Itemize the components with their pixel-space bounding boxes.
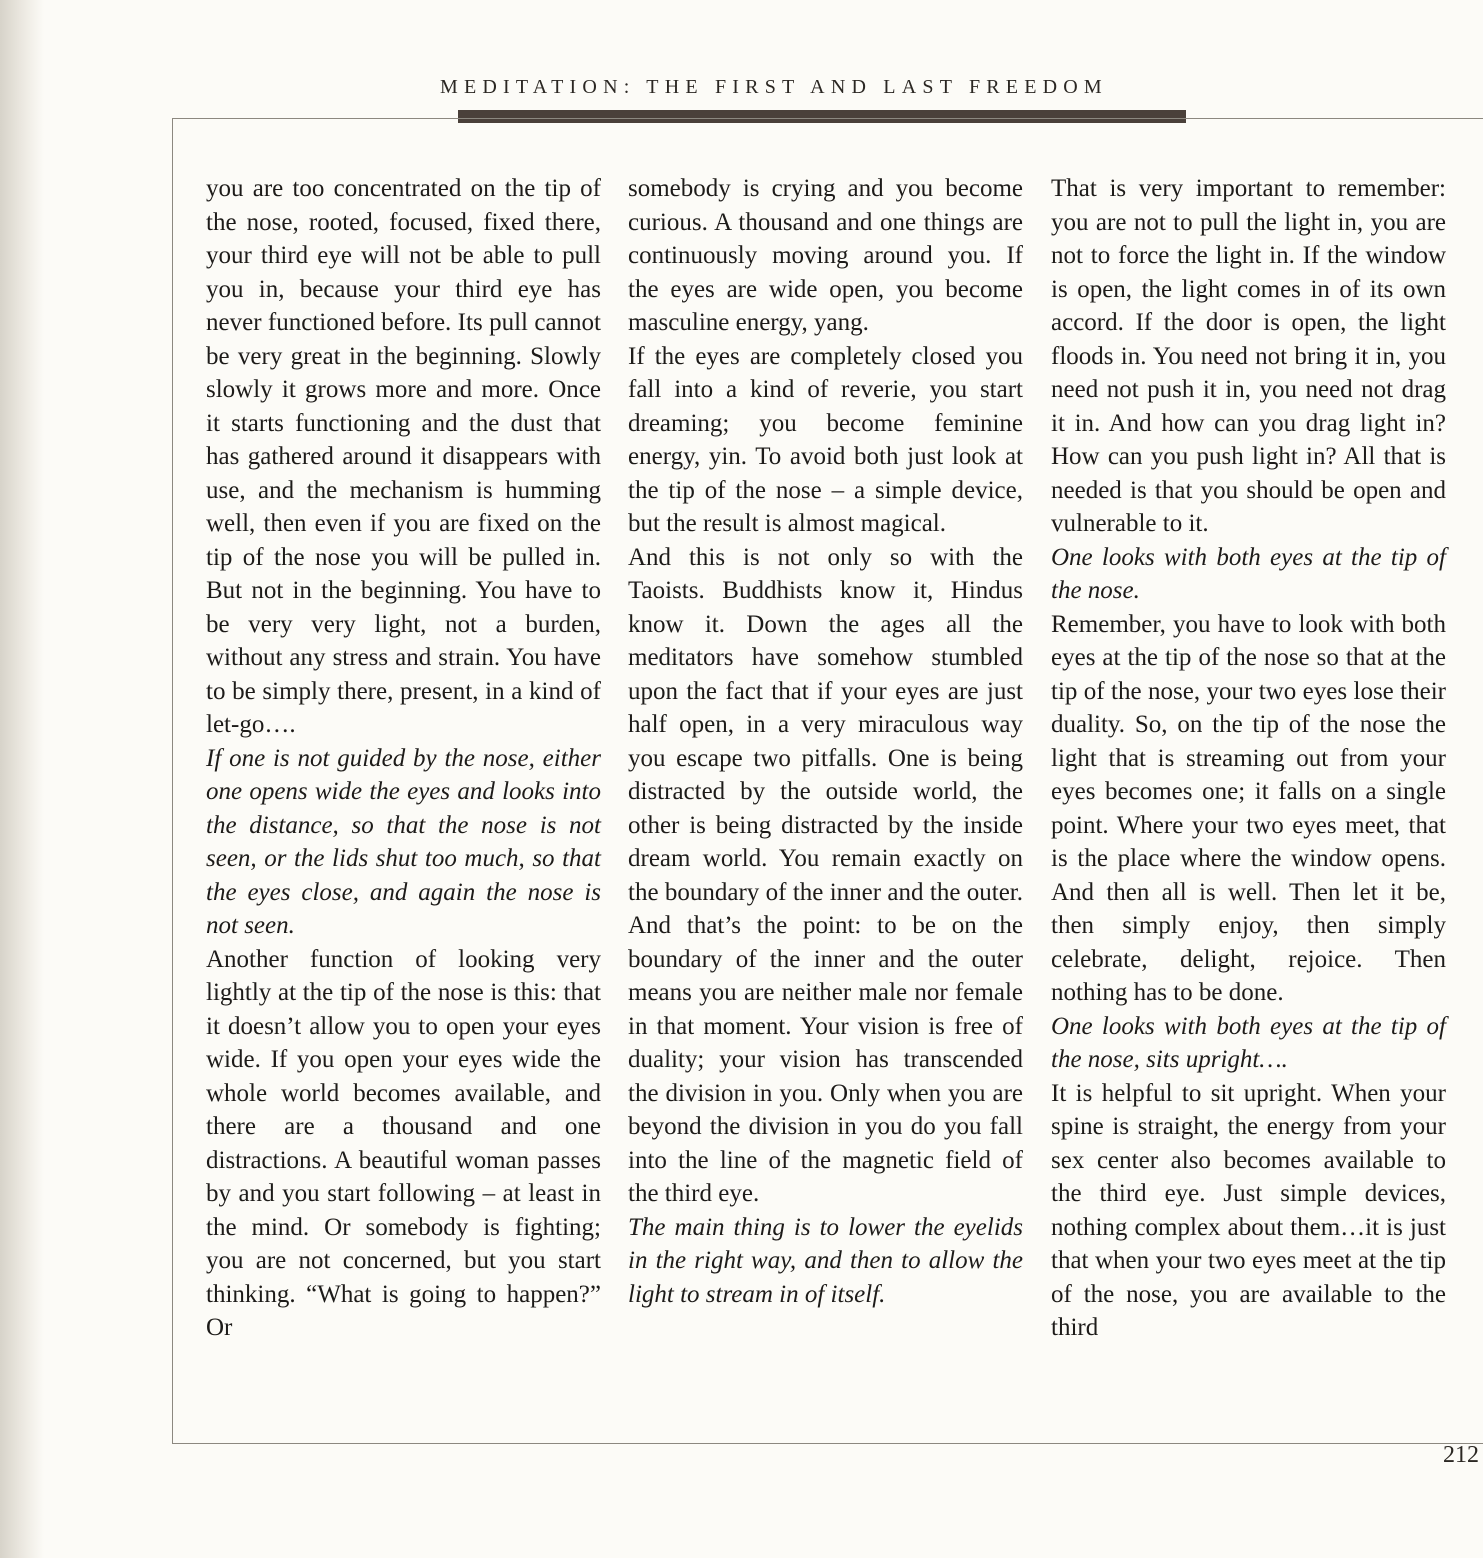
- quoted-passage: The main thing is to lower the eyelids in the right way, and then to allow the light to stream in of itself.: [628, 1213, 1023, 1308]
- paragraph: you are too concentrated on the tip of the nose, rooted, focused, fixed there, your third eye will not be able to pull you in, because your third eye has never functioned before. Its pull cannot be very great in the beginning. Slowly slowly it grows more and more. Once it starts functioning and the dust that has gathered around it disappears with use, and the mechanism is humming well, then even if you are fixed on the tip of the nose you will be pulled in. But not in the beginning. You have to be very very light, not a burden, without any stress and strain. You have to be simply there, present, in a kind of let-go….: [206, 175, 601, 738]
- paragraph: If the eyes are completely closed you fall into a kind of reverie, you start dreaming; you become feminine energy, yin. To avoid both just look at the tip of the nose – a simple device, but the result is almost magical.: [628, 342, 1023, 537]
- paragraph: Remember, you have to look with both eyes at the tip of the nose so that at the tip of the nose, your two eyes lose their duality. So, on the tip of the nose the light that is streaming out from your eyes becomes one; it falls on a single point. Where your two eyes meet, that is the place where the window opens. And then all is well. Then let it be, then simply enjoy, then simply celebrate, delight, rejoice. Then nothing has to be done.: [1051, 610, 1446, 1006]
- quoted-passage: One looks with both eyes at the tip of the nose.: [1051, 543, 1446, 604]
- page-number: 212: [1443, 1442, 1479, 1468]
- paragraph: somebody is crying and you become curious. A thousand and one things are continuously moving around you. If the eyes are wide open, you become masculine energy, yang.: [628, 175, 1023, 336]
- paragraph: Another function of looking very lightly at the tip of the nose is this: that it doesn’t allow you to open your eyes wide. If you open your eyes wide the whole world becomes available, and there are a thousand and one distractions. A beautiful woman passes by and you start following – at least in the mind. Or somebody is fighting; you are not concerned, but you start thinking. “What is going to happen?” Or: [206, 945, 601, 1341]
- text-column-2: [628, 172, 1023, 1311]
- text-column-3: [1051, 172, 1446, 1345]
- paragraph: And this is not only so with the Taoists. Buddhists know it, Hindus know it. Down the ages all the meditators have somehow stumbled upon the fact that if your eyes are just half open, in a very miraculous way you escape two pitfalls. One is being distracted by the outside world, the other is being distracted by the inside dream world. You remain exactly on the boundary of the inner and the outer. And that’s the point: to be on the boundary of the inner and the outer means you are neither male nor female in that moment. Your vision is free of duality; your vision has transcended the division in you. Only when you are beyond the division in you do you fall into the line of the magnetic field of the third eye.: [628, 543, 1023, 1207]
- quoted-passage: One looks with both eyes at the tip of the nose, sits upright….: [1051, 1012, 1446, 1073]
- quoted-passage: If one is not guided by the nose, either one opens wide the eyes and looks into the distance, so that the nose is not seen, or the lids shut too much, so that the eyes close, and again the nose is not seen.: [206, 744, 601, 939]
- paragraph: It is helpful to sit upright. When your spine is straight, the energy from your sex center also becomes available to the third eye. Just simple devices, nothing complex about them…it is just that when your two eyes meet at the tip of the nose, you are available to the third: [1051, 1079, 1446, 1341]
- running-head: MEDITATION: THE FIRST AND LAST FREEDOM: [440, 76, 1108, 98]
- text-column-1: [206, 172, 601, 1345]
- paragraph: That is very important to remember: you are not to pull the light in, you are not to force the light in. If the window is open, the light comes in of its own accord. If the door is open, the light floods in. You need not bring it in, you need not push it in, you need not drag it in. And how can you drag light in? How can you push light in? All that is needed is that you should be open and vulnerable to it.: [1051, 175, 1446, 537]
- page-gutter-shadow: [0, 0, 44, 1558]
